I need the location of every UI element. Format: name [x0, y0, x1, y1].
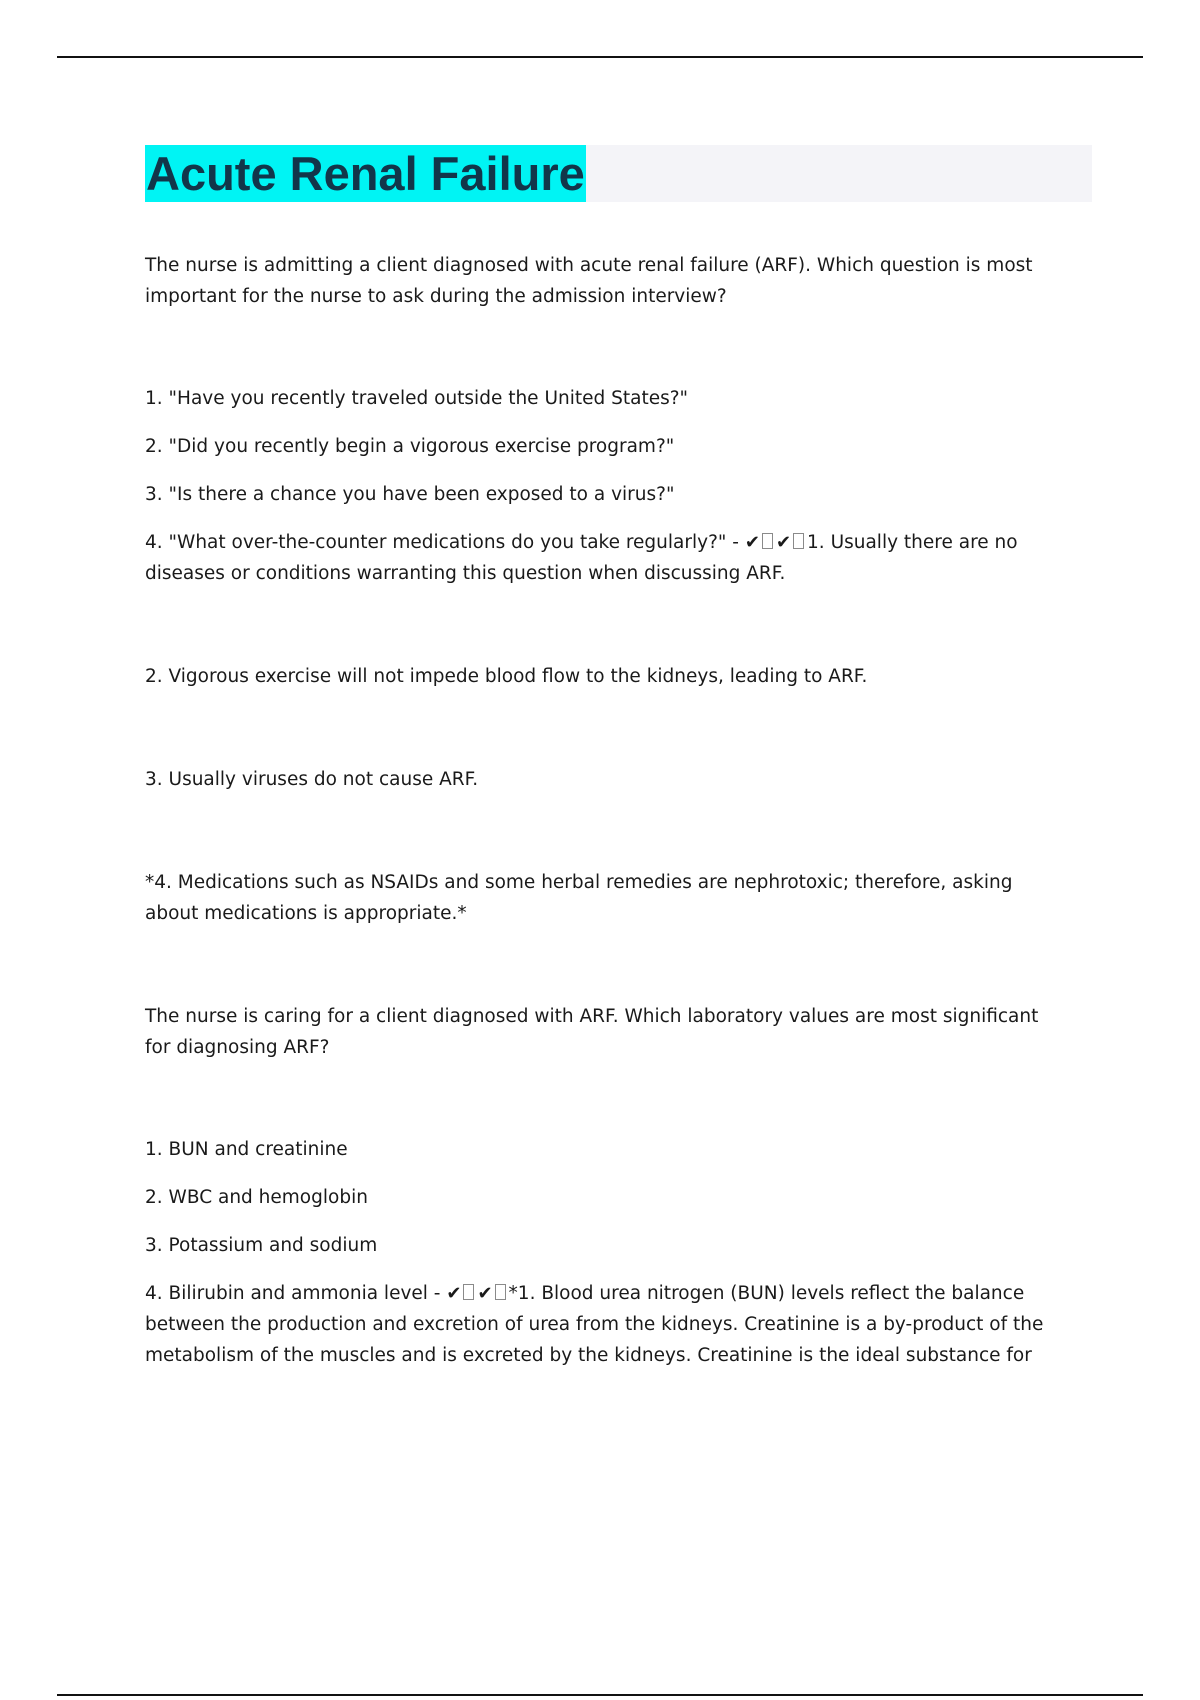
box-icon	[762, 533, 773, 549]
question-1-rationale-2: 2. Vigorous exercise will not impede blood flow to the kidneys, leading to ARF.	[145, 666, 868, 687]
page-title: Acute Renal Failure	[146, 147, 585, 200]
box-icon	[793, 533, 804, 549]
check-icon: ✔	[775, 532, 792, 553]
question-2-option-1: 1. BUN and creatinine	[145, 1139, 348, 1160]
question-1-rationale-3: 3. Usually viruses do not cause ARF.	[145, 769, 479, 790]
footer-rule	[57, 1694, 1143, 1696]
question-1-option-4	[145, 527, 1065, 589]
check-icon: ✔	[744, 532, 760, 553]
question-2-stem: The nurse is caring for a client diagnosed with ARF. Which laboratory values are most significant for diagnosing ARF?	[145, 1006, 1039, 1058]
question-1-option-3: 3. "Is there a chance you have been exposed to a virus?"	[145, 484, 675, 505]
question-1-option-4-text: 4. "What over-the-counter medications do you take regularly?" -	[145, 532, 745, 553]
question-1-option-1: 1. "Have you recently traveled outside the United States?"	[145, 388, 689, 409]
question-2-option-3: 3. Potassium and sodium	[145, 1235, 378, 1256]
question-2-option-4	[145, 1278, 1065, 1371]
box-icon	[495, 1284, 506, 1300]
box-icon	[463, 1284, 474, 1300]
question-2-option-2: 2. WBC and hemoglobin	[145, 1187, 368, 1208]
question-1-rationale-1: 1. Usually there are no diseases or conditions warranting this question when discussing ARF.	[145, 532, 1018, 584]
question-1-stem: The nurse is admitting a client diagnosed with acute renal failure (ARF). Which question is most important for the nurse to ask during the admission interview?	[145, 255, 1033, 307]
document-body	[145, 250, 1065, 1371]
check-icon: ✔	[477, 1283, 493, 1304]
question-2-rationale-1: *1. Blood urea nitrogen (BUN) levels reflect the balance between the production and excretion of urea from the kidneys. Creatinine is a by-product of the metabolism of the muscles and is excreted by the kidneys. Creatinine is the ideal substance for	[145, 1283, 1044, 1366]
question-1-option-2: 2. "Did you recently begin a vigorous exercise program?"	[145, 436, 675, 457]
question-2-option-4-text: 4. Bilirubin and ammonia level -	[145, 1283, 447, 1304]
question-1-rationale-4: *4. Medications such as NSAIDs and some herbal remedies are nephrotoxic; therefore, asking about medications is appropriate.*	[145, 872, 1013, 924]
check-icon: ✔	[446, 1283, 462, 1304]
header-rule	[57, 56, 1143, 58]
